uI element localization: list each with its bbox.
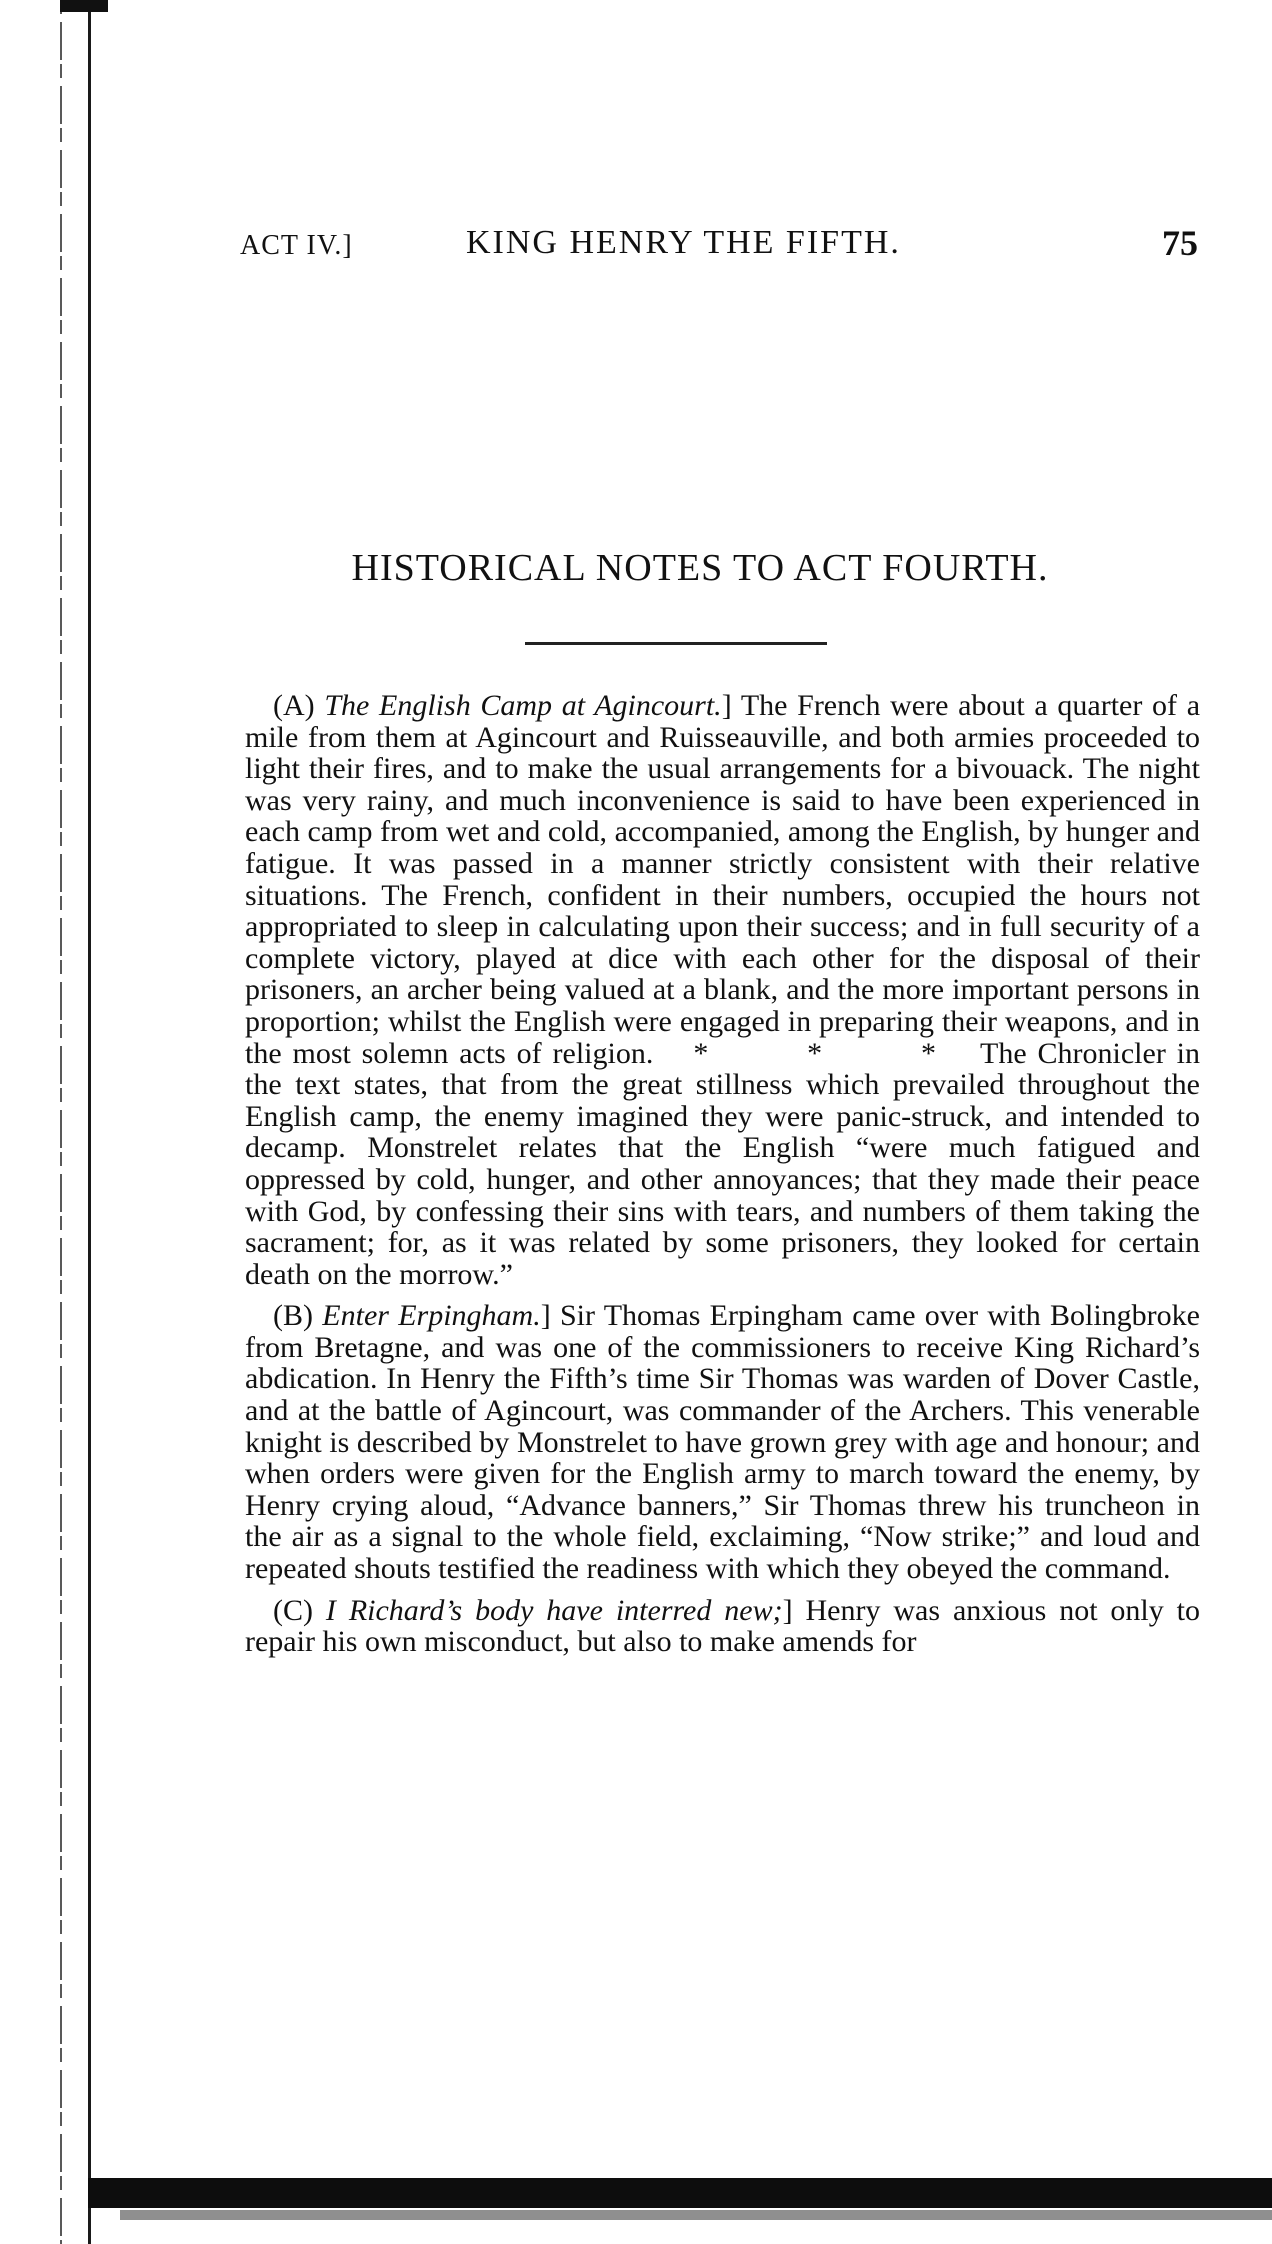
scan-corner-mark: [60, 0, 108, 12]
note-a-heading: The English Camp at Agincourt.: [324, 689, 722, 722]
binding-edge-marks: [60, 0, 62, 2244]
note-c-label: (C): [273, 1593, 313, 1627]
binding-edge: [88, 0, 91, 2244]
section-title: HISTORICAL NOTES TO ACT FOURTH.: [351, 547, 1049, 589]
note-c-heading: I Richard’s body have interred new;: [325, 1593, 783, 1627]
running-head: [240, 222, 1198, 266]
note-a-label: (A): [273, 689, 315, 722]
note-c-text: ] Henry was anxious not only to repair his own misconduct, but also to make amends for: [245, 1593, 1201, 1659]
note-a-text: ] The French were about a quarter of a mile from them at Agincourt and Ruisseauville, and both armies proceeded to light their fires, and to make the usual arrangements for a bivouack. The night was very rainy, and much inconvenience is said to have been experienced in each camp from wet and cold, accompanied, among the English, by hunger and fatigue. It was passed in a manner strictly consistent with their relative situations. The French, confident in their numbers, occupied the hours not appropriated to sleep in calculating upon their success; and in full security of a complete victory, played at dice with each other for the disposal of their prisoners, an archer being valued at a blank, and the more important persons in proportion; whilst the English were engaged in preparing their weapons, and in the most solemn acts of religion.: [245, 689, 1201, 1070]
note-a-text-continued: The Chronicler in the text states, that from the great stillness which prevailed throughout the English camp, the enemy imagined they were panic-struck, and intended to decamp. Monstrelet relates that the English “were much fatigued and oppressed by cold, hunger, and other annoyances; that they made their peace with God, by confessing their sins with tears, and numbers of them taking the sacrament; for, as it was related by some prisoners, they looked for certain death on the morrow.”: [245, 1036, 1200, 1291]
note-b-text: ] Sir Thomas Erpingham came over with Bolingbroke from Bretagne, and was one of the commissioners to receive King Richard’s abdication. In Henry the Fifth’s time Sir Thomas was warden of Dover Castle, and at the battle of Agincourt, was commander of the Archers. This venerable knight is described by Monstrelet to have grown grey with age and honour; and when orders were given for the English army to march toward the enemy, by Henry crying aloud, “Advance banners,” Sir Thomas threw his truncheon in the air as a signal to the whole field, exclaiming, “Now strike;” and loud and repeated shouts testified the readiness with which they obeyed the command.: [245, 1299, 1200, 1586]
note-b-heading: Enter Erpingham.: [322, 1299, 541, 1333]
note-a: [245, 690, 1200, 1290]
scan-bottom-shadow: [120, 2210, 1272, 2220]
note-b-label: (B): [273, 1299, 313, 1333]
running-head-act: ACT IV.]: [240, 230, 353, 261]
note-a-stars: * * *: [693, 1036, 981, 1070]
note-c: [245, 1595, 1200, 1658]
running-head-title: KING HENRY THE FIFTH.: [466, 224, 901, 261]
title-rule: [525, 642, 827, 645]
note-b: [245, 1300, 1200, 1584]
page-number: 75: [1162, 223, 1198, 263]
scan-bottom-edge: [88, 2178, 1272, 2208]
notes-body: [245, 690, 1200, 1668]
